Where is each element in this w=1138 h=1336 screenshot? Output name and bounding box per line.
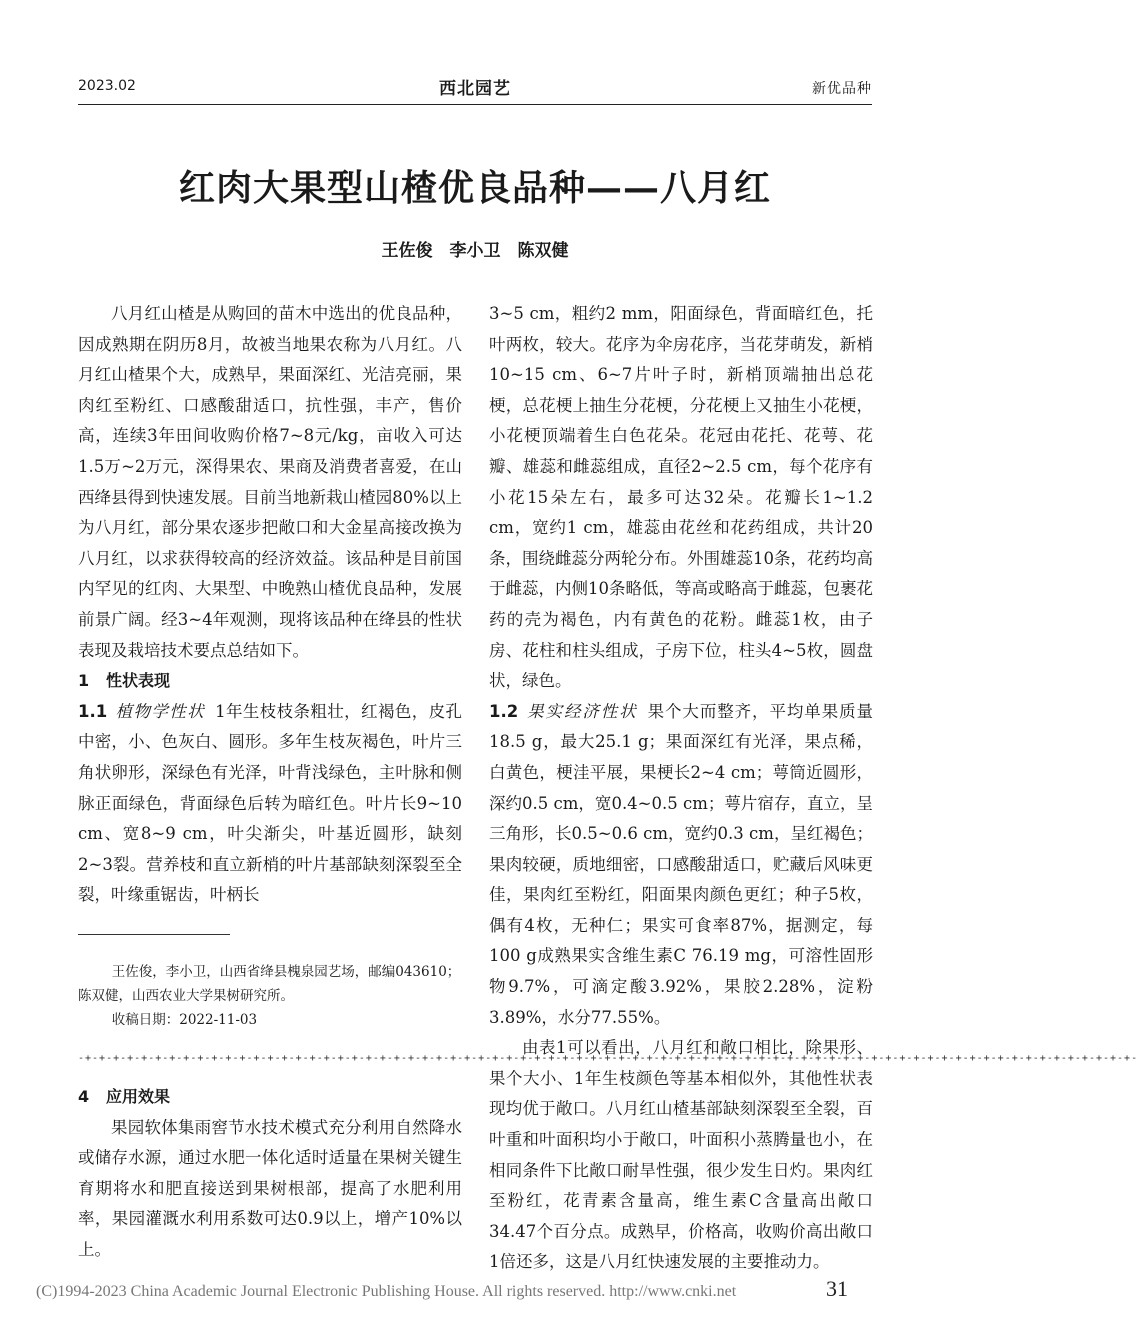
- subsection-1-2-number: 1.2: [489, 701, 519, 721]
- copyright-footer: (C)1994-2023 China Academic Journal Electronic Publishing House. All rights reserved. http://www.cnki.net: [36, 1283, 737, 1300]
- article-title: 红肉大果型山楂优良品种——八月红: [178, 167, 771, 209]
- subsection-1-2: [489, 697, 873, 1034]
- section-1-heading: [78, 666, 462, 697]
- journal-logo: 西北园艺: [439, 79, 511, 99]
- left-column: [78, 299, 462, 911]
- subsection-1-1: [78, 697, 462, 911]
- footnote: [78, 960, 462, 1032]
- section-4-text: 果园软体集雨窖节水技术模式充分利用自然降水或储存水源，通过水肥一体化适时适量在果树关键生育期将水和肥直接送到果树根部，提高了水肥利用率，果园灌溉水利用系数可达0.9以上，增产10%以上。: [78, 1117, 462, 1259]
- article-authors: 王佐俊 李小卫 陈双健: [381, 241, 569, 261]
- subsection-1-2-title: 果实经济性状: [526, 701, 638, 721]
- header-rule: [78, 104, 872, 105]
- subsection-1-1-number: 1.1: [78, 701, 108, 721]
- footnote-rule: [78, 934, 230, 935]
- section-4-number: 4: [78, 1087, 90, 1106]
- running-header-date: 2023.02: [78, 78, 136, 94]
- page-number: 31: [826, 1276, 848, 1301]
- section-1-number: 1: [78, 671, 90, 691]
- section-4-heading: [78, 1082, 462, 1113]
- right-column: [489, 299, 873, 1278]
- section-1-title: 性状表现: [106, 671, 171, 691]
- intro-paragraph: 八月红山楂是从购回的苗木中选出的优良品种，因成熟期在阴历8月，故被当地果农称为八月红。八月红山楂果个大，成熟早，果面深红、光洁亮丽，果肉红至粉红、口感酸甜适口，抗性强，丰产，售价高，连续3年田间收购价格7~8元/kg，亩收入可达1.5万~2万元，深得果农、果商及消费者喜爱，在山西绛县得到快速发展。目前当地新栽山楂园80%以上为八月红，部分果农逐步把敞口和大金星高接改换为八月红，以求获得较高的经济效益。该品种是目前国内罕见的红肉、大果型、中晚熟山楂优良品种，发展前景广阔。经3~4年观测，现将该品种在绛县的性状表现及栽培技术要点总结如下。: [78, 304, 462, 660]
- comparison-paragraph: 由表1可以看出，八月红和敞口相比，除果形、果个大小、1年生枝颜色等基本相似外，其他性状表现均优于敞口。八月红山楂基部缺刻深裂至全裂，百叶重和叶面积均小于敞口，叶面积小蒸腾量也小，在相同条件下比敞口耐旱性强，很少发生日灼。果肉红至粉红，花青素含量高，维生素C含量高出敞口34.47个百分点。成熟早，价格高，收购价高出敞口1倍还多，这是八月红快速发展的主要推动力。: [489, 1038, 873, 1272]
- running-header-section: 新优品种: [812, 81, 872, 97]
- section-separator: -+-+-+-+-+-+-+-+-+-+-+-+-+-+-+-+-+-+-+-+-+-+-+-+-+-+-+-+-+-+-+-+-+-+-+-+-+-+-+-+-+-+-+-+-+-+-+-+-+-+-+-+-+-+-+-+-+-+-+-+-+-+-+-+-+-+-+-+-+-+-+-+-+-+-+-: [78, 1053, 1138, 1064]
- footnote-affiliation: 王佐俊，李小卫，山西省绛县槐泉园艺场，邮编043610；陈双健，山西农业大学果树研究所。: [78, 964, 461, 1004]
- subsection-1-2-text: 果个大而整齐，平均单果质量18.5 g，最大25.1 g；果面深红有光泽，果点稀，白黄色，梗洼平展，果梗长2~4 cm；萼筒近圆形，深约0.5 cm，宽0.4~0.5 cm；萼片宿存，直立，呈三角形，长0.5~0.6 cm，宽约0.3 cm，呈红褐色；果肉较硬，质地细密，口感酸甜适口，贮藏后风味更佳，果肉红至粉红，阳面果肉颜色更红；种子5枚，偶有4枚，无种仁；果实可食率87%，据测定，每100 g成熟果实含维生素C 76.19 mg，可溶性固形物9.7%，可滴定酸3.92%，果胶2.28%，淀粉3.89%，水分77.55%。: [489, 701, 874, 1027]
- subsection-1-1-text: 1年生枝枝条粗壮，红褐色，皮孔中密，小、色灰白、圆形。多年生枝灰褐色，叶片三角状卵形，深绿色有光泽，叶背浅绿色，主叶脉和侧脉正面绿色，背面绿色后转为暗红色。叶片长9~10 cm、宽8~9 cm，叶尖渐尖，叶基近圆形，缺刻2~3裂。营养枝和直立新梢的叶片基部缺刻深裂至全裂，叶缘重锯齿，叶柄长: [78, 701, 463, 905]
- subsection-1-1-title: 植物学性状: [115, 701, 206, 721]
- continued-paragraph: 3~5 cm，粗约2 mm，阳面绿色，背面暗红色，托叶两枚，较大。花序为伞房花序，当花芽萌发，新梢10~15 cm、6~7片叶子时，新梢顶端抽出总花梗，总花梗上抽生分花梗，分花梗上又抽生小花梗，小花梗顶端着生白色花朵。花冠由花托、花萼、花瓣、雄蕊和雌蕊组成，直径2~2.5 cm，每个花序有小花15朵左右，最多可达32朵。花瓣长1~1.2 cm，宽约1 cm，雄蕊由花丝和花药组成，共计20条，围绕雌蕊分两轮分布。外围雄蕊10条，花药均高于雌蕊，内侧10条略低，等高或略高于雌蕊，包裹花药的壳为褐色，内有黄色的花粉。雌蕊1枚，由子房、花柱和柱头组成，子房下位，柱头4~5枚，圆盘状，绿色。: [489, 304, 873, 691]
- section-4: [78, 1082, 462, 1266]
- footnote-received-date: 收稿日期：2022-11-03: [111, 1012, 258, 1028]
- section-4-title: 应用效果: [106, 1087, 171, 1106]
